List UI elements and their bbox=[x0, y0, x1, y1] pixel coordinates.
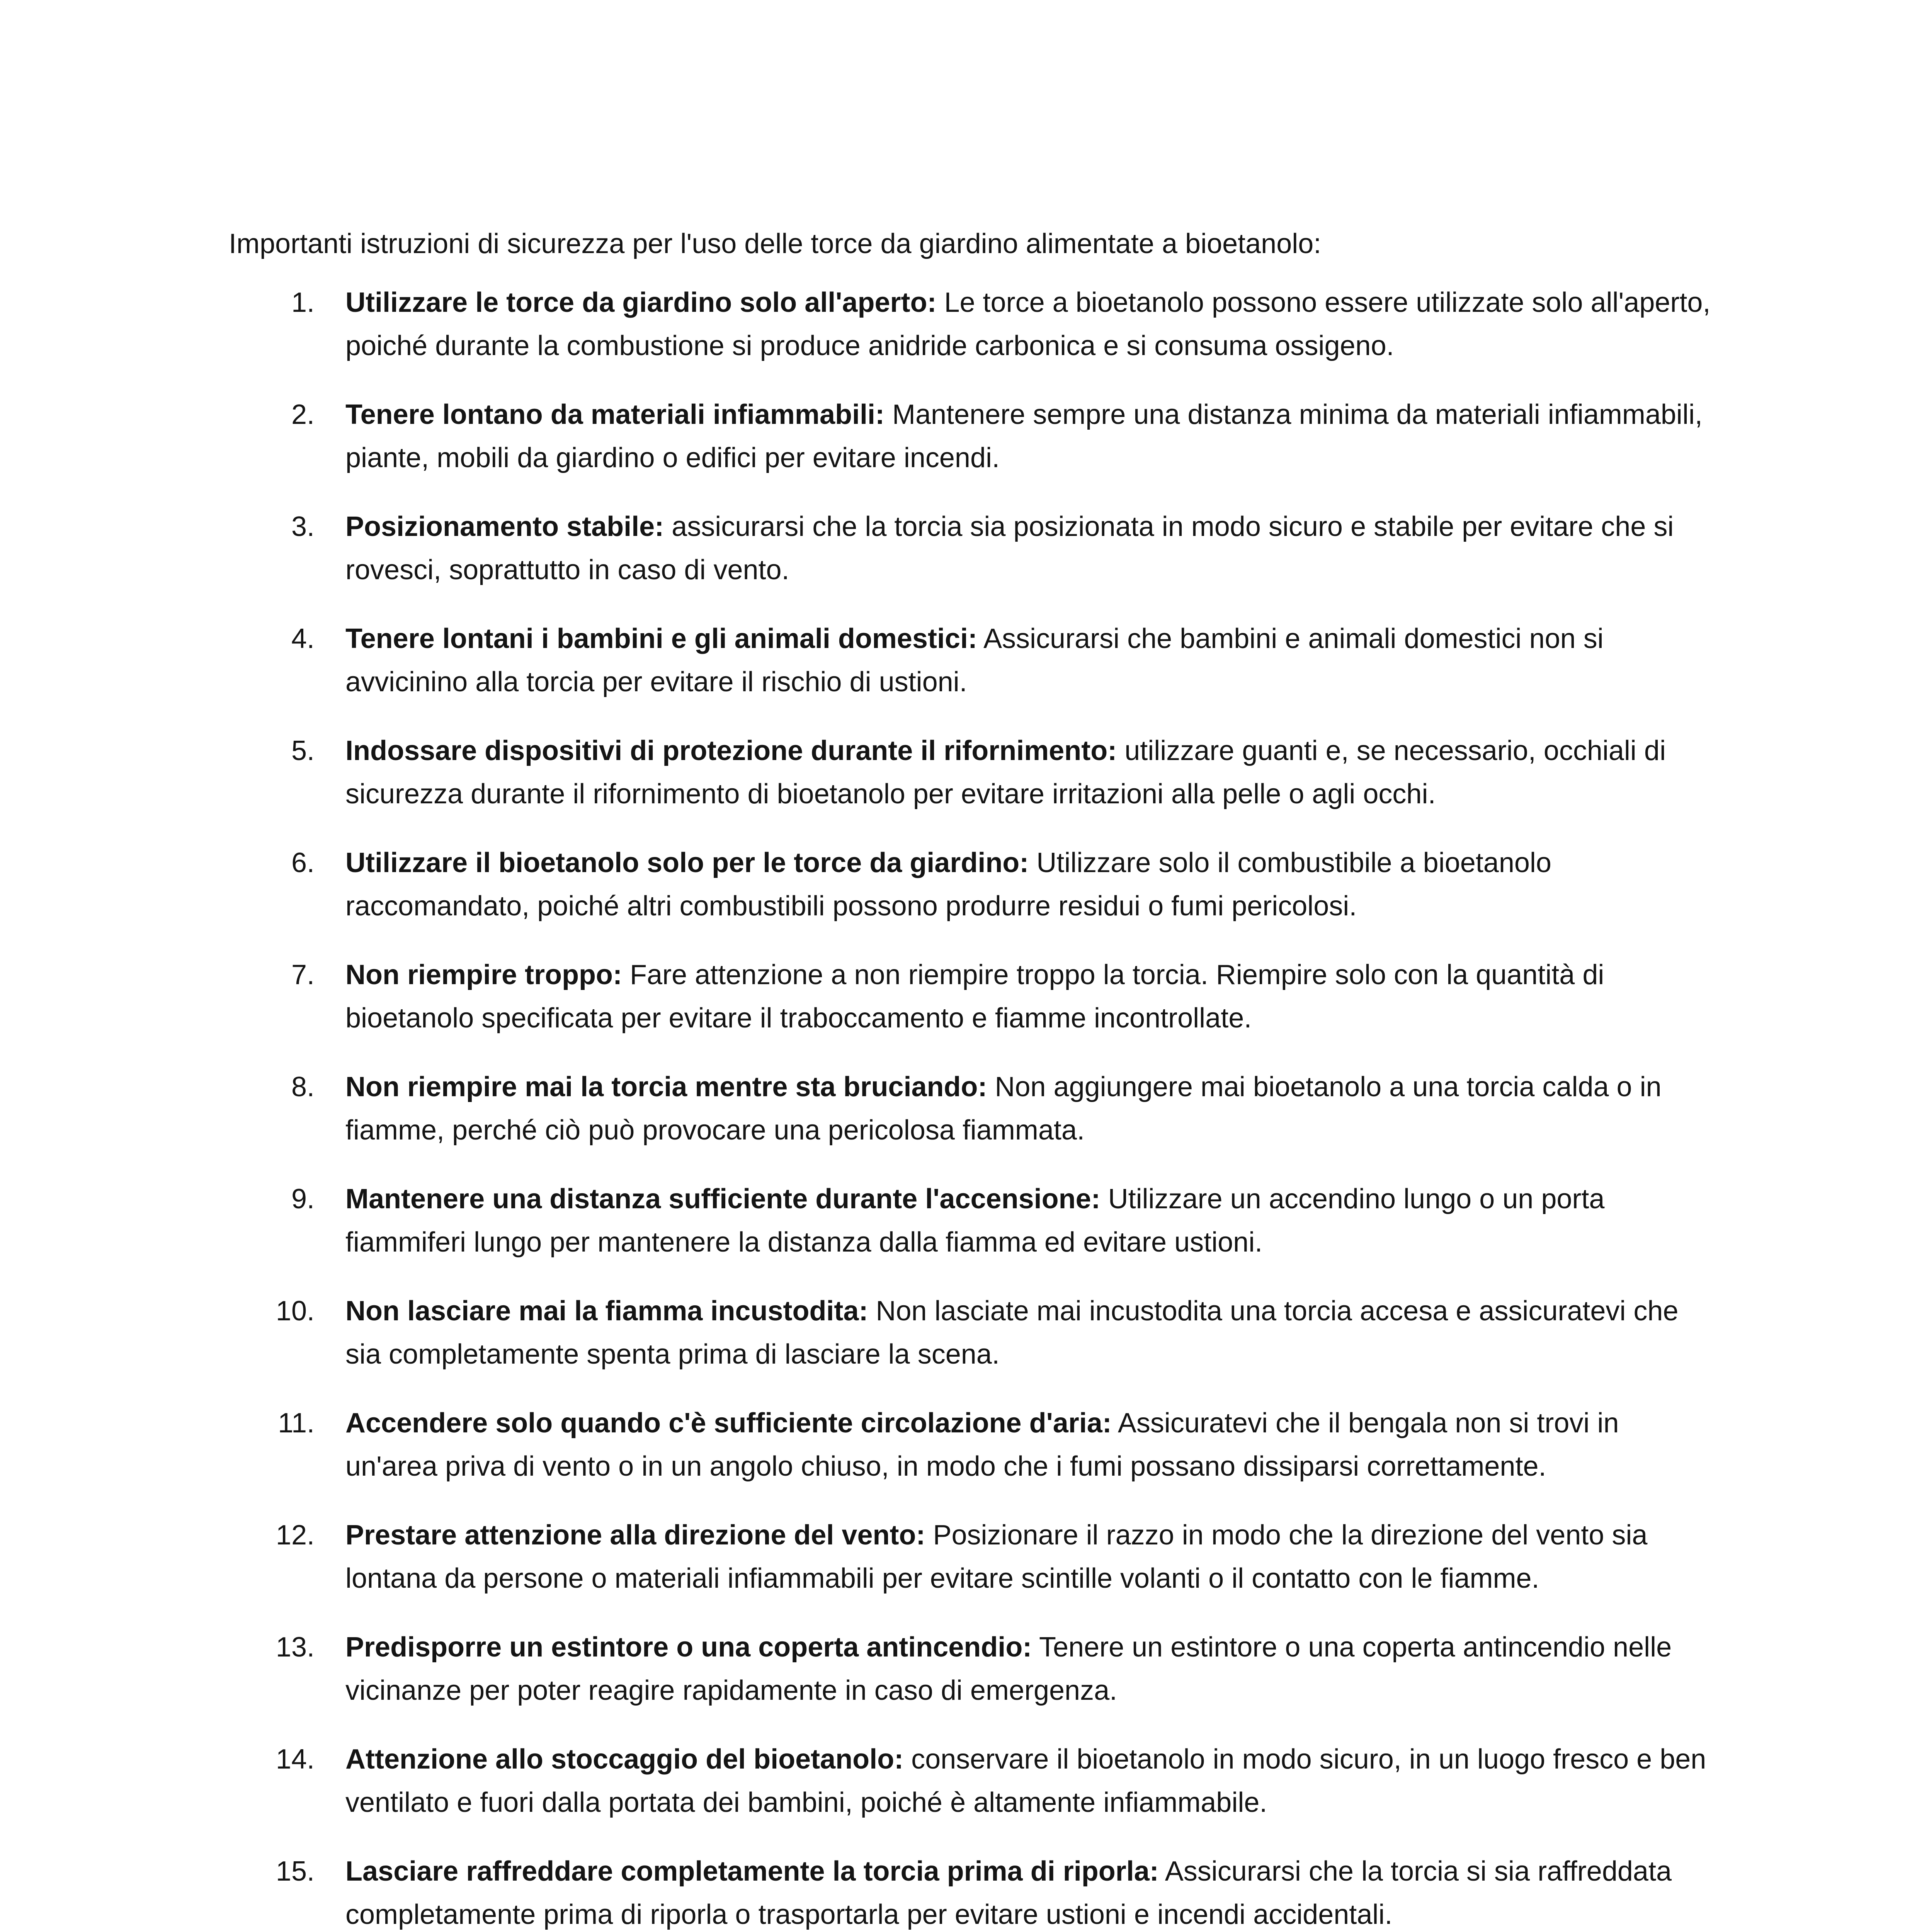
item-number: 9. bbox=[291, 1184, 315, 1214]
item-heading: Accendere solo quando c'è sufficiente circolazione d'aria: bbox=[345, 1408, 1112, 1439]
item-text: Non lasciate mai incustodita una torcia accesa e assicuratevi che sia completamente spenta prima di lasciare la scena. bbox=[345, 1296, 1679, 1370]
item-number: 5. bbox=[291, 735, 315, 766]
item-heading: Indossare dispositivi di protezione durante il rifornimento: bbox=[345, 735, 1117, 766]
list-item bbox=[229, 1289, 1716, 1376]
list-item bbox=[229, 281, 1716, 367]
item-text: Mantenere sempre una distanza minima da materiali infiammabili, piante, mobili da giardino o edifici per evitare incendi. bbox=[345, 399, 1703, 473]
item-number: 15. bbox=[276, 1856, 315, 1887]
item-heading: Utilizzare le torce da giardino solo all'aperto: bbox=[345, 287, 937, 318]
item-heading: Predisporre un estintore o una coperta antincendio: bbox=[345, 1632, 1032, 1663]
item-heading: Mantenere una distanza sufficiente durante l'accensione: bbox=[345, 1184, 1101, 1214]
item-number: 11. bbox=[278, 1408, 315, 1439]
list-item bbox=[229, 617, 1716, 704]
list-item bbox=[229, 953, 1716, 1040]
document-body bbox=[229, 222, 1716, 1932]
item-number: 10. bbox=[276, 1296, 315, 1327]
item-number: 14. bbox=[276, 1744, 315, 1775]
list-item bbox=[229, 505, 1716, 592]
item-text: Le torce a bioetanolo possono essere utilizzate solo all'aperto, poiché durante la combustione si produce anidride carbonica e si consuma ossigeno. bbox=[345, 287, 1711, 361]
item-text: Utilizzare solo il combustibile a bioetanolo raccomandato, poiché altri combustibili possono produrre residui o fumi pericolosi. bbox=[345, 847, 1551, 922]
item-number: 4. bbox=[291, 623, 315, 654]
item-number: 8. bbox=[291, 1071, 315, 1102]
list-item bbox=[229, 729, 1716, 816]
item-number: 2. bbox=[291, 399, 315, 430]
item-text: Utilizzare un accendino lungo o un porta fiammiferi lungo per mantenere la distanza dalla fiamma ed evitare ustioni. bbox=[345, 1184, 1605, 1258]
item-text: Fare attenzione a non riempire troppo la torcia. Riempire solo con la quantità di bioetanolo specificata per evitare il traboccamento e fiamme incontrollate. bbox=[345, 959, 1604, 1034]
item-text: Non aggiungere mai bioetanolo a una torcia calda o in fiamme, perché ciò può provocare una pericolosa fiammata. bbox=[345, 1071, 1662, 1146]
list-item bbox=[229, 1401, 1716, 1488]
item-heading: Prestare attenzione alla direzione del vento: bbox=[345, 1520, 925, 1551]
item-number: 3. bbox=[291, 511, 315, 542]
list-item bbox=[229, 1177, 1716, 1264]
list-item bbox=[229, 1626, 1716, 1712]
item-heading: Posizionamento stabile: bbox=[345, 511, 664, 542]
intro-paragraph: Importanti istruzioni di sicurezza per l'uso delle torce da giardino alimentate a bioetanolo: bbox=[229, 228, 1322, 259]
list-item bbox=[229, 1850, 1716, 1932]
item-number: 13. bbox=[276, 1632, 315, 1663]
item-text: Assicurarsi che la torcia si sia raffreddata completamente prima di riporla o trasportarla per evitare ustioni e incendi accidentali. bbox=[345, 1856, 1672, 1930]
item-heading: Non lasciare mai la fiamma incustodita: bbox=[345, 1296, 868, 1327]
list-item bbox=[229, 1065, 1716, 1152]
item-heading: Utilizzare il bioetanolo solo per le torce da giardino: bbox=[345, 847, 1029, 878]
safety-instructions-list bbox=[229, 281, 1716, 1932]
item-number: 7. bbox=[291, 959, 315, 990]
item-text: Tenere un estintore o una coperta antincendio nelle vicinanze per poter reagire rapidamente in caso di emergenza. bbox=[345, 1632, 1672, 1706]
item-text: Assicurarsi che bambini e animali domestici non si avvicinino alla torcia per evitare il rischio di ustioni. bbox=[345, 623, 1604, 697]
item-heading: Tenere lontano da materiali infiammabili: bbox=[345, 399, 885, 430]
item-heading: Non riempire troppo: bbox=[345, 959, 622, 990]
item-text: Posizionare il razzo in modo che la direzione del vento sia lontana da persone o materiali infiammabili per evitare scintille volanti o il contatto con le fiamme. bbox=[345, 1520, 1648, 1594]
item-number: 12. bbox=[276, 1520, 315, 1551]
item-heading: Non riempire mai la torcia mentre sta bruciando: bbox=[345, 1071, 987, 1102]
item-text: assicurarsi che la torcia sia posizionata in modo sicuro e stabile per evitare che si rovesci, soprattutto in caso di vento. bbox=[345, 511, 1674, 585]
item-text: conservare il bioetanolo in modo sicuro, in un luogo fresco e ben ventilato e fuori dalla portata dei bambini, poiché è altamente infiammabile. bbox=[345, 1744, 1706, 1818]
list-item bbox=[229, 393, 1716, 480]
list-item bbox=[229, 1738, 1716, 1824]
item-number: 6. bbox=[291, 847, 315, 878]
list-item bbox=[229, 1514, 1716, 1600]
item-heading: Lasciare raffreddare completamente la torcia prima di riporla: bbox=[345, 1856, 1159, 1887]
item-heading: Attenzione allo stoccaggio del bioetanolo: bbox=[345, 1744, 904, 1775]
item-heading: Tenere lontani i bambini e gli animali domestici: bbox=[345, 623, 977, 654]
list-item bbox=[229, 841, 1716, 928]
item-text: utilizzare guanti e, se necessario, occhiali di sicurezza durante il rifornimento di bioetanolo per evitare irritazioni alla pelle o agli occhi. bbox=[345, 735, 1666, 810]
item-number: 1. bbox=[291, 287, 315, 318]
item-text: Assicuratevi che il bengala non si trovi in un'area priva di vento o in un angolo chiuso, in modo che i fumi possano dissiparsi correttamente. bbox=[345, 1408, 1619, 1482]
